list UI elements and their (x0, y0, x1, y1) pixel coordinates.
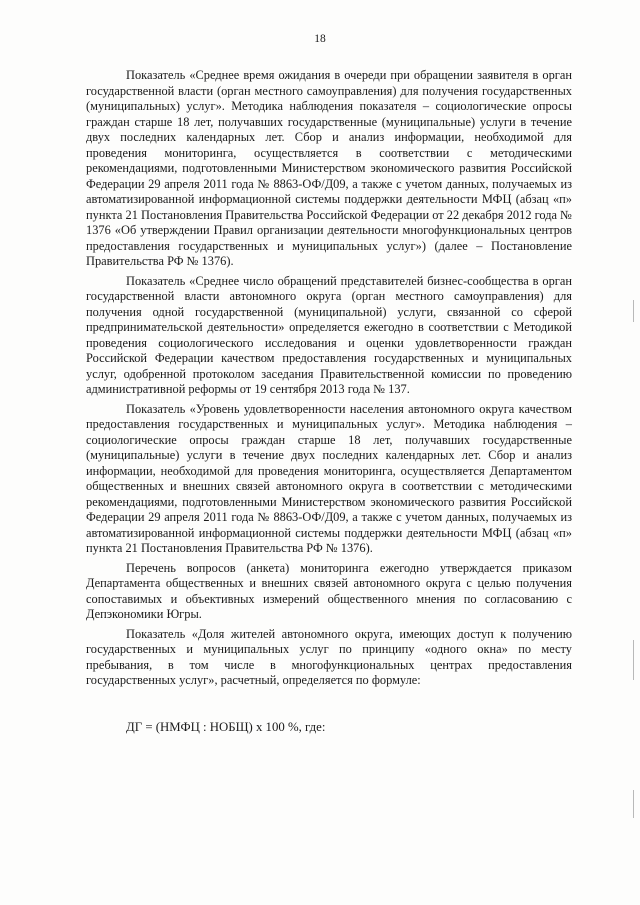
scan-edge-mark (633, 300, 634, 322)
body-text (86, 68, 572, 735)
paragraph-avg-waiting-time: Показатель «Среднее время ожидания в очереди при обращении заявителя в орган государственной власти (орган местного самоуправления) для получения государственных (муниципальных) услуг». Методика наблюдения показателя – социологические опросы граждан старше 18 лет, получавших государственные (муниципальные) услуги в течение двух последних календарных лет. Сбор и анализ информации, необходимой для проведения мониторинга, осуществляется в соответствии с методическими рекомендациями, подготовленными Министерством экономического развития Российской Федерации 29 апреля 2011 года № 8863-ОФ/Д09, а также с учетом данных, получаемых из автоматизированной информационной системы поддержки деятельности МФЦ (абзац «п» пункта 21 Постановления Правительства Российской Федерации от 22 декабря 2012 года № 1376 «Об утверждении Правил организации деятельности многофункциональных центров предоставления государственных и муниципальных услуг») (далее – Постановление Правительства РФ № 1376). (86, 68, 572, 268)
formula: ДГ = (НМФЦ : НОБЩ) х 100 %, где: (126, 719, 326, 734)
scan-edge-mark (633, 790, 634, 818)
scan-edge-mark (633, 640, 634, 680)
paragraph-questionnaire: Перечень вопросов (анкета) мониторинга ежегодно утверждается приказом Департамента общественных и внешних связей автономного округа с целью получения сопоставимых и объективных измерений общественного мнения по согласованию с Депэкономики Югры. (86, 560, 572, 621)
paragraph-one-window-share: Показатель «Доля жителей автономного округа, имеющих доступ к получению государственных и муниципальных услуг по принципу «одного окна» по месту пребывания, в том числе в многофункциональных центрах предоставления государственных услуг», расчетный, определяется по формуле: (86, 626, 572, 687)
paragraph-business-requests: Показатель «Среднее число обращений представителей бизнес-сообщества в орган государственной власти автономного округа (орган местного самоуправления) для получения одной государственной (муниципальной) услуги, связанной со сферой предпринимательской деятельности» определяется ежегодно в соответствии с Методикой проведения социологического исследования и оценки удовлетворенности граждан Российской Федерации качеством предоставления государственных и муниципальных услуг, одобренной протоколом заседания Правительственной комиссии по проведению административной реформы от 19 сентября 2013 года № 137. (86, 273, 572, 396)
paragraph-satisfaction-level: Показатель «Уровень удовлетворенности населения автономного округа качеством предоставления государственных и муниципальных услуг». Методика наблюдения – социологические опросы граждан старше 18 лет, получавших государственные (муниципальные) услуги в течение двух последних календарных лет. Сбор и анализ информации, необходимой для проведения мониторинга, осуществляется Департаментом общественных и внешних связей автономного округа в соответствии с методическими рекомендациями, подготовленными Министерством экономического развития Российской Федерации 29 апреля 2011 года № 8863-ОФ/Д09, а также с учетом данных, получаемых из автоматизированной информационной системы поддержки деятельности МФЦ (абзац «п» пункта 21 Постановления Правительства РФ № 1376). (86, 401, 572, 555)
page-number: 18 (314, 33, 326, 45)
